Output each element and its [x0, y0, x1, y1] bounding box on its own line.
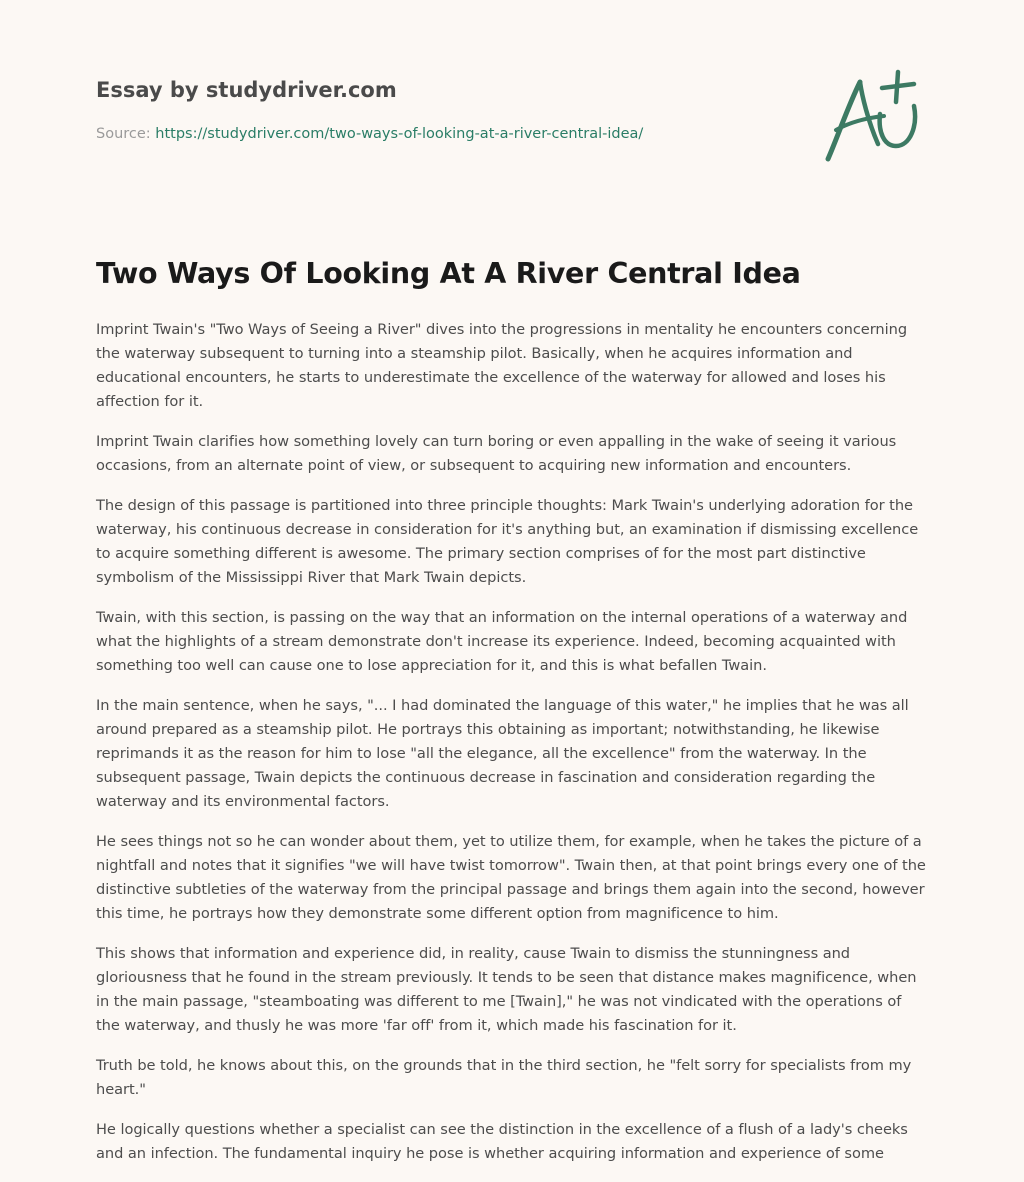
essay-paragraph: He logically questions whether a specialist can see the distinction in the excellence of a flush of a lady's cheeks and an infection. The fundamental inquiry he pose is whether acquiring information and experience of some	[96, 1121, 908, 1162]
essay-paragraph: This shows that information and experience did, in reality, cause Twain to dismiss the stunningness and gloriousness that he found in the stream previously. It tends to be seen that distance makes magnificence, when in the main passage, "steamboating was different to me [Twain]," he was not vindicated with the operations of the waterway, and thusly he was more 'far off' from it, which made his fascination for it.	[96, 945, 917, 1034]
a-plus-logo-icon	[818, 66, 930, 166]
essay-title: Two Ways Of Looking At A River Central Idea	[96, 257, 801, 290]
source-link[interactable]: https://studydriver.com/two-ways-of-looking-at-a-river-central-idea/	[155, 126, 644, 142]
essay-paragraph: Imprint Twain clarifies how something lovely can turn boring or even appalling in the wake of seeing it various occasions, from an alternate point of view, or subsequent to acquiring new information and encounters.	[96, 433, 897, 474]
essay-paragraph: In the main sentence, when he says, "... I had dominated the language of this water," he implies that he was all around prepared as a steamship pilot. He portrays this obtaining as important; notwithstanding, he likewise reprimands it as the reason for him to lose "all the elegance, all the excellence" from the waterway. In the subsequent passage, Twain depicts the continuous decrease in fascination and consideration regarding the waterway and its environmental factors.	[96, 697, 909, 810]
site-title: Essay by studydriver.com	[96, 78, 397, 102]
essay-paragraph: Truth be told, he knows about this, on the grounds that in the third section, he "felt sorry for specialists from my heart."	[96, 1057, 912, 1098]
essay-paragraph: He sees things not so he can wonder about them, yet to utilize them, for example, when he takes the picture of a nightfall and notes that it signifies "we will have twist tomorrow". Twain then, at that point brings every one of the distinctive subtleties of the waterway from the principal passage and brings them again into the second, however this time, he portrays how they demonstrate some different option from magnificence to him.	[96, 833, 926, 922]
essay-paragraph: Twain, with this section, is passing on the way that an information on the internal operations of a waterway and what the highlights of a stream demonstrate don't increase its experience. Indeed, becoming acquainted with something too well can cause one to lose appreciation for it, and this is what befallen Twain.	[96, 609, 908, 674]
essay-article	[96, 254, 928, 1182]
essay-paragraph: Imprint Twain's "Two Ways of Seeing a River" dives into the progressions in mentality he encounters concerning the waterway subsequent to turning into a steamship pilot. Basically, when he acquires information and educational encounters, he starts to underestimate the excellence of the waterway for allowed and loses his affection for it.	[96, 321, 908, 410]
source-line	[96, 124, 796, 144]
essay-header	[96, 76, 796, 144]
essay-paragraph: The design of this passage is partitioned into three principle thoughts: Mark Twain's underlying adoration for the waterway, his continuous decrease in consideration for it's anything but, an examination if dismissing excellence to acquire something different is awesome. The primary section comprises of for the most part distinctive symbolism of the Mississippi River that Mark Twain depicts.	[96, 497, 919, 586]
source-label: Source:	[96, 126, 151, 142]
